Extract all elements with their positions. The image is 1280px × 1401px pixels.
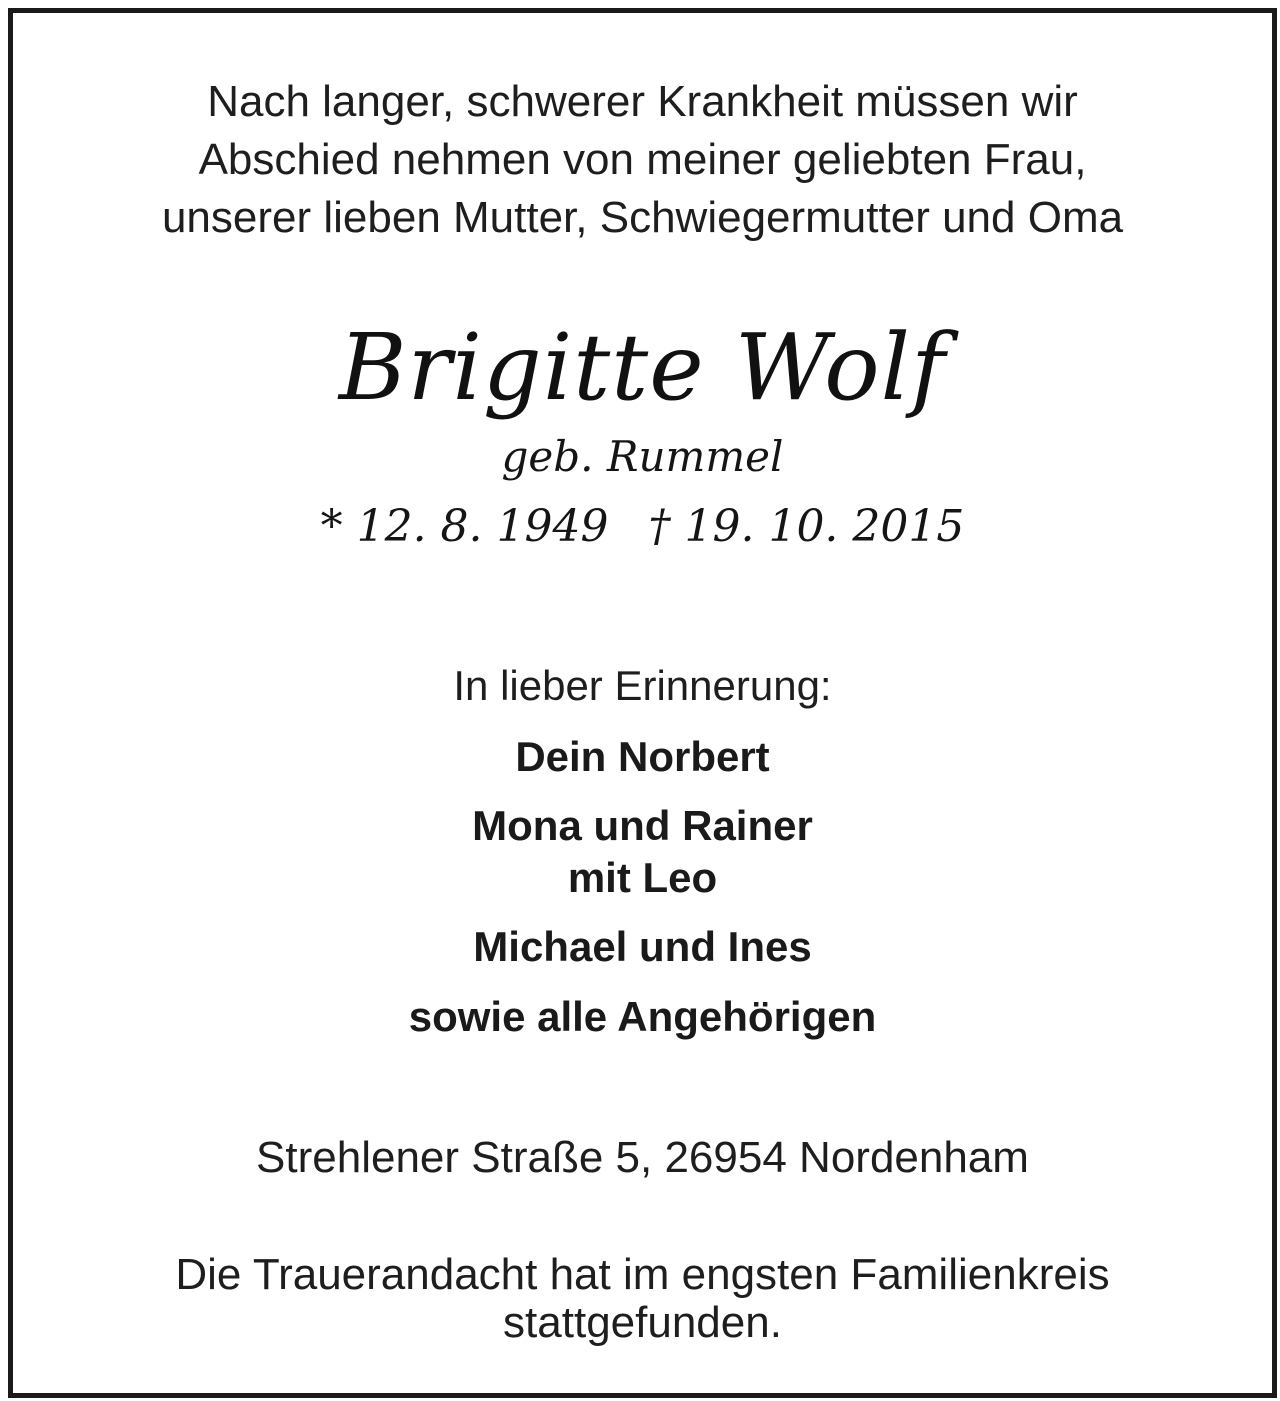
intro-line-1: Nach langer, schwerer Krankheit müssen wir bbox=[207, 77, 1078, 126]
death-date: † 19. 10. 2015 bbox=[648, 501, 965, 552]
life-dates bbox=[13, 498, 1272, 556]
maiden-name: geb. Rummel bbox=[501, 432, 784, 481]
obituary-frame bbox=[8, 8, 1277, 1398]
birth-date: * 12. 8. 1949 bbox=[320, 501, 609, 552]
intro-text bbox=[13, 73, 1272, 247]
address: Strehlener Straße 5, 26954 Nordenham bbox=[256, 1133, 1029, 1182]
notice-line-2: stattgefunden. bbox=[503, 1298, 782, 1347]
mourner-name: mit Leo bbox=[567, 854, 718, 901]
mourner-name: Michael und Ines bbox=[473, 923, 812, 970]
intro-line-2: Abschied nehmen von meiner geliebten Frau, bbox=[198, 135, 1087, 184]
mourner-name: Dein Norbert bbox=[515, 733, 770, 780]
mourner-name: Mona und Rainer bbox=[472, 802, 813, 849]
notice-line-1: Die Trauerandacht hat im engsten Familienkreis bbox=[175, 1250, 1110, 1299]
intro-line-3: unserer lieben Mutter, Schwiegermutter und Oma bbox=[161, 193, 1124, 242]
mourner-name: sowie alle Angehörigen bbox=[408, 993, 877, 1040]
deceased-name: Brigitte Wolf bbox=[338, 314, 947, 421]
memory-heading: In lieber Erinnerung: bbox=[453, 662, 832, 709]
funeral-notice bbox=[13, 1251, 1272, 1347]
